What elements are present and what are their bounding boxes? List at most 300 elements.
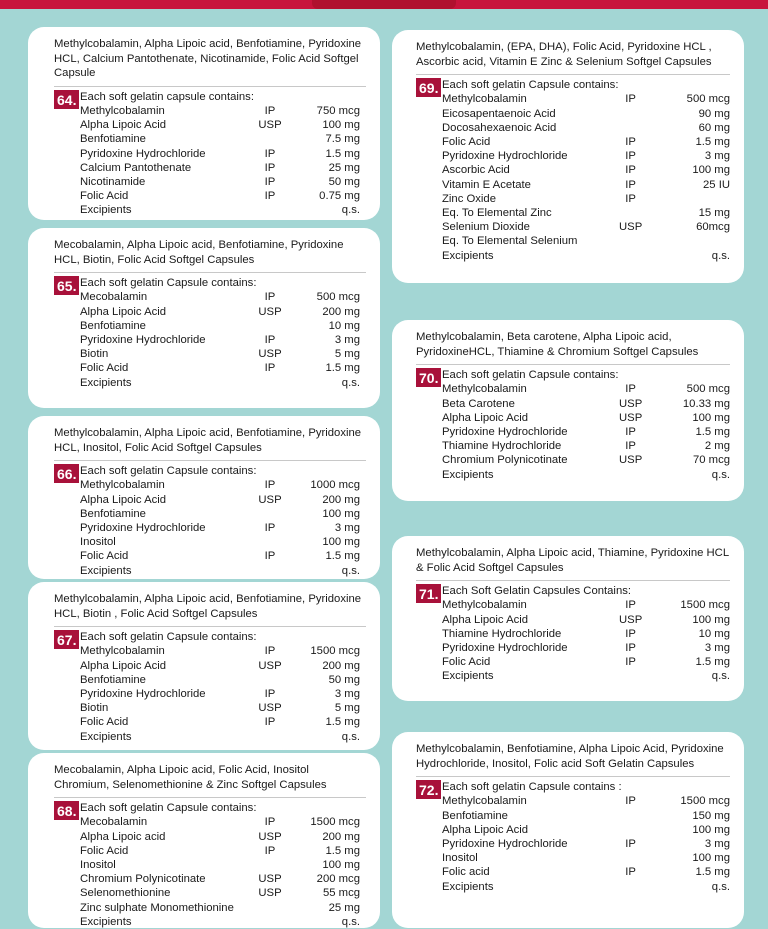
ingredient-quantity xyxy=(649,234,730,248)
ingredient-name: Alpha Lipoic Acid xyxy=(80,659,167,672)
ingredient-quantity: 60 mg xyxy=(698,121,730,134)
ingredient-name: Biotin xyxy=(80,702,109,715)
ingredient-name: Mecobalamin xyxy=(80,816,148,829)
ingredient-row xyxy=(80,132,366,146)
ingredient-row xyxy=(442,425,730,439)
ingredient-quantity: 1.5 mg xyxy=(325,147,360,160)
composition-heading: Each soft gelatin Capsule contains: xyxy=(80,631,257,644)
ingredient-row xyxy=(442,107,730,121)
product-number-badge: 66. xyxy=(54,464,79,483)
ingredient-quantity: 1500 mcg xyxy=(310,816,360,829)
ingredient-name: Inositol xyxy=(80,536,116,549)
ingredient-standard: IP xyxy=(625,426,636,438)
ingredient-row xyxy=(80,815,366,829)
ingredient-quantity: 100 mg xyxy=(692,164,730,177)
ingredient-row xyxy=(442,411,730,425)
ingredient-row xyxy=(442,121,730,135)
ingredient-quantity: 200 mcg xyxy=(316,873,360,886)
product-number-badge: 69. xyxy=(416,78,441,97)
ingredient-quantity: 100 mg xyxy=(322,536,360,549)
composition-block xyxy=(416,78,730,263)
ingredient-row xyxy=(80,521,366,535)
ingredient-name: Folic Acid xyxy=(80,844,129,857)
product-number-badge: 70. xyxy=(416,368,441,387)
ingredient-quantity: 1.5 mg xyxy=(695,866,730,879)
ingredient-quantity: q.s. xyxy=(341,376,360,389)
ingredient-standard: IP xyxy=(625,866,636,879)
ingredient-quantity: 200 mg xyxy=(322,493,360,506)
ingredient-standard: IP xyxy=(625,656,636,669)
product-title: Mecobalamin, Alpha Lipoic acid, Benfotiamine, Pyridoxine HCL, Biotin, Folic Acid Softgel Capsules xyxy=(54,238,366,273)
ingredient-quantity: 0.75 mg xyxy=(319,190,360,203)
product-title: Mecobalamin, Alpha Lipoic acid, Folic Acid, Inositol Chromium, Selenomethionine & Zinc Softgel Capsules xyxy=(54,763,366,798)
ingredient-row xyxy=(442,163,730,177)
ingredient-standard: IP xyxy=(264,291,276,304)
ingredient-name: Alpha Lipoic Acid xyxy=(80,119,167,132)
ingredient-name: Folic Acid xyxy=(80,550,129,563)
ingredient-name: Ascorbic Acid xyxy=(442,164,510,177)
ingredient-quantity xyxy=(649,192,730,206)
product-title: Methylcobalamin, Beta carotene, Alpha Lipoic acid, PyridoxineHCL, Thiamine & Chromium Softgel Capsules xyxy=(416,330,730,365)
ingredient-row xyxy=(80,659,366,673)
ingredient-name: Chromium Polynicotinate xyxy=(80,873,206,886)
ingredient-row xyxy=(442,809,730,823)
ingredient-row xyxy=(442,135,730,149)
ingredient-row xyxy=(442,234,730,248)
product-title: Methylcobalamin, (EPA, DHA), Folic Acid, Pyridoxine HCL , Ascorbic acid, Vitamin E Zinc & Selenium Softgel Capsules xyxy=(416,40,730,75)
ingredient-row xyxy=(442,655,730,669)
ingredient-list xyxy=(442,794,730,893)
composition-heading: Each Soft Gelatin Capsules Contains: xyxy=(442,585,632,598)
ingredient-name: Thiamine Hydrochloride xyxy=(442,627,562,640)
ingredient-quantity: 70 mcg xyxy=(692,454,730,467)
ingredient-row xyxy=(442,837,730,851)
ingredient-row xyxy=(80,361,366,375)
ingredient-quantity: 90 mg xyxy=(698,107,730,120)
ingredient-name: Methylcobalamin xyxy=(80,645,165,658)
ingredient-standard xyxy=(250,132,290,146)
ingredient-name: Eq. To Elemental Selenium xyxy=(442,235,578,248)
composition-block xyxy=(54,276,366,390)
ingredient-name: Excipients xyxy=(80,564,132,577)
ingredient-standard: IP xyxy=(264,522,276,534)
ingredient-standard: IP xyxy=(264,190,276,203)
ingredient-quantity: q.s. xyxy=(711,670,730,683)
ingredient-standard: IP xyxy=(264,147,276,160)
ingredient-list xyxy=(442,598,730,683)
ingredient-name: Alpha Lipoic acid xyxy=(80,830,166,843)
ingredient-row xyxy=(442,598,730,612)
product-title: Methylcobalamin, Alpha Lipoic acid, Benfotiamine, Pyridoxine HCL, Inositol, Folic Acid Softgel Capsules xyxy=(54,426,366,461)
ingredient-quantity: 1000 mcg xyxy=(310,479,360,492)
ingredient-row xyxy=(80,730,366,744)
ingredient-standard: IP xyxy=(625,192,636,205)
ingredient-quantity: 3 mg xyxy=(704,838,730,850)
ingredient-quantity: 200 mg xyxy=(322,305,360,318)
ingredient-name: Pyridoxine Hydrochloride xyxy=(442,838,568,850)
ingredient-row xyxy=(80,673,366,687)
ingredient-name: Alpha Lipoic Acid xyxy=(80,305,167,318)
ingredient-quantity: 5 mg xyxy=(334,348,360,361)
composition-heading: Each soft gelatin capsule contains: xyxy=(80,90,254,103)
ingredient-name: Inositol xyxy=(442,852,478,865)
composition-heading: Each soft gelatin Capsule contains: xyxy=(80,802,257,815)
ingredient-row xyxy=(80,290,366,304)
ingredient-row xyxy=(442,794,730,808)
ingredient-standard: IP xyxy=(625,599,636,612)
ingredient-name: Folic Acid xyxy=(442,656,491,669)
composition-block xyxy=(416,584,730,683)
ingredient-row xyxy=(80,104,366,118)
ingredient-row xyxy=(80,333,366,347)
ingredient-standard: IP xyxy=(264,844,276,857)
ingredient-quantity: 3 mg xyxy=(704,642,730,654)
ingredient-quantity: 1500 mcg xyxy=(310,645,360,658)
composition-block xyxy=(54,90,366,218)
ingredient-standard: USP xyxy=(619,613,643,626)
ingredient-quantity: 50 mg xyxy=(328,176,360,188)
product-title: Methylcobalamin, Alpha Lipoic acid, Thiamine, Pyridoxine HCL & Folic Acid Softgel Capsules xyxy=(416,546,730,581)
ingredient-name: Pyridoxine Hydrochloride xyxy=(80,334,206,346)
ingredient-quantity: 3 mg xyxy=(704,150,730,163)
ingredient-name: Excipients xyxy=(442,880,494,893)
ingredient-quantity: 100 mg xyxy=(692,613,730,626)
ingredient-standard: USP xyxy=(258,348,282,361)
ingredient-name: Selenium Dioxide xyxy=(442,221,530,234)
ingredient-name: Folic Acid xyxy=(80,716,129,729)
ingredient-quantity: 100 mg xyxy=(692,823,730,836)
ingredient-row xyxy=(442,149,730,163)
ingredient-name: Pyridoxine Hydrochloride xyxy=(442,426,568,438)
product-card xyxy=(392,732,744,928)
ingredient-standard xyxy=(612,121,649,135)
ingredient-list xyxy=(80,290,366,389)
ingredient-standard xyxy=(250,564,290,578)
product-number-badge: 71. xyxy=(416,584,441,603)
ingredient-row xyxy=(442,206,730,220)
ingredient-standard xyxy=(250,507,290,521)
ingredient-quantity: 1.5 mg xyxy=(325,844,360,857)
ingredient-name: Pyridoxine Hydrochloride xyxy=(80,688,206,700)
ingredient-row xyxy=(80,830,366,844)
product-card xyxy=(28,27,380,220)
ingredient-row xyxy=(80,347,366,361)
ingredient-row xyxy=(80,376,366,390)
ingredient-name: Beta Carotene xyxy=(442,397,515,410)
ingredient-standard xyxy=(250,535,290,549)
ingredient-name: Excipients xyxy=(80,915,132,928)
ingredient-name: Eicosapentaenoic Acid xyxy=(442,107,556,120)
ingredient-standard: IP xyxy=(625,93,636,106)
ingredient-quantity: 1.5 mg xyxy=(695,426,730,438)
ingredient-standard: IP xyxy=(264,334,276,346)
ingredient-row xyxy=(80,305,366,319)
ingredient-list xyxy=(80,815,366,929)
ingredient-row xyxy=(442,627,730,641)
ingredient-quantity: q.s. xyxy=(711,468,730,481)
ingredient-row xyxy=(442,249,730,263)
ingredient-name: Biotin xyxy=(80,348,109,361)
ingredient-quantity: 1.5 mg xyxy=(325,550,360,563)
product-number-badge: 65. xyxy=(54,276,79,295)
product-card xyxy=(392,30,744,283)
ingredient-row xyxy=(442,880,730,894)
ingredient-quantity: 10.33 mg xyxy=(682,397,730,410)
ingredient-standard xyxy=(250,319,290,333)
ingredient-name: Methylcobalamin xyxy=(442,383,527,396)
composition-block xyxy=(54,464,366,578)
ingredient-standard xyxy=(250,858,290,872)
ingredient-quantity: 3 mg xyxy=(334,688,360,700)
ingredient-quantity: 100 mg xyxy=(322,119,360,132)
product-card xyxy=(28,416,380,579)
product-number-badge: 72. xyxy=(416,780,441,799)
ingredient-standard: IP xyxy=(625,642,636,654)
ingredient-quantity: 100 mg xyxy=(322,859,360,871)
ingredient-row xyxy=(80,687,366,701)
ingredient-standard xyxy=(250,901,290,915)
ingredient-quantity: 50 mg xyxy=(328,673,360,686)
composition-block xyxy=(416,368,730,482)
ingredient-row xyxy=(80,319,366,333)
ingredient-row xyxy=(80,175,366,189)
ingredient-row xyxy=(80,507,366,521)
ingredient-standard: USP xyxy=(258,702,282,715)
ingredient-quantity: 10 mg xyxy=(328,319,360,332)
product-title: Methylcobalamin, Alpha Lipoic acid, Benfotiamine, Pyridoxine HCL, Biotin , Folic Acid Softgel Capsules xyxy=(54,592,366,627)
ingredient-standard: IP xyxy=(264,161,276,174)
ingredient-standard: IP xyxy=(625,795,636,808)
composition-block xyxy=(54,630,366,744)
ingredient-name: Docosahexaenoic Acid xyxy=(442,121,557,134)
ingredient-row xyxy=(80,493,366,507)
ingredient-name: Benfotiamine xyxy=(80,133,146,146)
ingredient-standard: IP xyxy=(264,645,276,658)
ingredient-row xyxy=(442,220,730,234)
ingredient-row xyxy=(80,715,366,729)
ingredient-standard: IP xyxy=(625,838,636,850)
ingredient-name: Excipients xyxy=(442,249,494,262)
ingredient-name: Thiamine Hydrochloride xyxy=(442,440,562,453)
ingredient-name: Excipients xyxy=(442,468,494,481)
ingredient-list xyxy=(442,92,730,262)
ingredient-standard xyxy=(612,206,649,220)
ingredient-standard: USP xyxy=(258,873,282,886)
ingredient-name: Folic Acid xyxy=(442,136,491,148)
ingredient-name: Eq. To Elemental Zinc xyxy=(442,207,552,220)
ingredient-standard: USP xyxy=(619,411,643,424)
ingredient-quantity: 1.5 mg xyxy=(325,716,360,729)
composition-block xyxy=(54,801,366,929)
ingredient-quantity: q.s. xyxy=(711,249,730,262)
ingredient-quantity: 100 mg xyxy=(322,507,360,520)
ingredient-standard xyxy=(250,673,290,687)
ingredient-list xyxy=(80,104,366,218)
ingredient-row xyxy=(442,851,730,865)
ingredient-quantity: q.s. xyxy=(341,730,360,743)
ingredient-row xyxy=(80,886,366,900)
ingredient-standard: USP xyxy=(258,119,282,132)
ingredient-standard xyxy=(612,107,649,121)
ingredient-row xyxy=(80,872,366,886)
ingredient-name: Methylcobalamin xyxy=(80,479,165,492)
ingredient-standard: IP xyxy=(264,479,276,492)
ingredient-standard xyxy=(250,376,290,390)
ingredient-standard: IP xyxy=(264,176,276,188)
product-card xyxy=(28,228,380,408)
ingredient-quantity: q.s. xyxy=(341,564,360,577)
ingredient-standard: IP xyxy=(625,150,636,163)
ingredient-quantity: 1.5 mg xyxy=(695,656,730,669)
ingredient-row xyxy=(80,161,366,175)
ingredient-name: Alpha Lipoic Acid xyxy=(442,613,529,626)
ingredient-row xyxy=(80,118,366,132)
ingredient-name: Vitamin E Acetate xyxy=(442,178,531,191)
ingredient-quantity: 7.5 mg xyxy=(325,133,360,146)
ingredient-row xyxy=(442,382,730,396)
ingredient-name: Selenomethionine xyxy=(80,887,171,900)
ingredient-quantity: 25 IU xyxy=(702,178,730,191)
ingredient-standard xyxy=(612,851,649,865)
ingredient-quantity: 100 mg xyxy=(692,852,730,865)
ingredient-row xyxy=(442,178,730,192)
composition-block xyxy=(416,780,730,894)
ingredient-list xyxy=(80,478,366,577)
ingredient-standard: IP xyxy=(264,716,276,729)
product-card xyxy=(392,536,744,701)
ingredient-quantity: q.s. xyxy=(711,880,730,893)
ingredient-row xyxy=(442,439,730,453)
ingredient-row xyxy=(442,192,730,206)
ingredient-quantity: 200 mg xyxy=(322,659,360,672)
ingredient-standard xyxy=(612,823,649,837)
ingredient-row xyxy=(80,549,366,563)
ingredient-standard xyxy=(612,468,649,482)
composition-heading: Each soft gelatin Capsule contains: xyxy=(80,277,257,290)
ingredient-quantity: 60mcg xyxy=(696,221,730,234)
ingredient-standard: IP xyxy=(625,136,636,148)
ingredient-standard: IP xyxy=(625,178,636,191)
ingredient-row xyxy=(80,478,366,492)
ingredient-standard xyxy=(612,669,649,683)
ingredient-name: Alpha Lipoic Acid xyxy=(442,823,529,836)
ingredient-standard: USP xyxy=(258,305,282,318)
ingredient-name: Chromium Polynicotinate xyxy=(442,454,568,467)
ingredient-name: Excipients xyxy=(80,730,132,743)
ingredient-name: Benfotiamine xyxy=(442,809,508,822)
ingredient-name: Inositol xyxy=(80,859,116,871)
ingredient-quantity: q.s. xyxy=(341,204,360,217)
ingredient-name: Methylcobalamin xyxy=(442,795,527,808)
ingredient-row xyxy=(80,203,366,217)
ingredient-row xyxy=(442,453,730,467)
ingredient-quantity: 55 mcg xyxy=(322,887,360,900)
ingredient-list xyxy=(80,644,366,743)
product-card xyxy=(28,582,380,750)
ingredient-standard: IP xyxy=(625,627,636,640)
ingredient-quantity: 1500 mcg xyxy=(680,599,730,612)
product-title: Methylcobalamin, Benfotiamine, Alpha Lipoic Acid, Pyridoxine Hydrochloride, Inositol, Folic acid Soft Gelatin Capsules xyxy=(416,742,730,777)
ingredient-quantity: 2 mg xyxy=(704,440,730,453)
ingredient-name: Excipients xyxy=(80,204,132,217)
ingredient-standard: IP xyxy=(264,688,276,700)
ingredient-row xyxy=(80,189,366,203)
ingredient-name: Zinc sulphate Monomethionine xyxy=(80,901,234,914)
ingredient-row xyxy=(80,644,366,658)
ingredient-row xyxy=(442,865,730,879)
ingredient-quantity: 3 mg xyxy=(334,334,360,346)
header-tab xyxy=(312,0,456,9)
ingredient-quantity: 500 mcg xyxy=(686,383,730,396)
ingredient-standard xyxy=(612,234,649,248)
ingredient-standard: IP xyxy=(625,383,636,396)
ingredient-name: Benfotiamine xyxy=(80,507,146,520)
ingredient-quantity: 500 mcg xyxy=(316,291,360,304)
ingredient-name: Methylcobalamin xyxy=(80,104,165,117)
ingredient-row xyxy=(80,858,366,872)
composition-heading: Each soft gelatin Capsule contains: xyxy=(442,369,619,382)
ingredient-quantity: q.s. xyxy=(341,915,360,928)
ingredient-standard: USP xyxy=(258,830,282,843)
ingredient-row xyxy=(442,823,730,837)
ingredient-quantity: 15 mg xyxy=(698,207,730,220)
ingredient-row xyxy=(80,535,366,549)
ingredient-row xyxy=(442,641,730,655)
ingredient-quantity: 10 mg xyxy=(698,627,730,640)
ingredient-name: Folic Acid xyxy=(80,190,129,203)
product-card xyxy=(392,320,744,501)
ingredient-standard: IP xyxy=(625,440,636,453)
ingredient-standard: IP xyxy=(264,816,276,829)
ingredient-row xyxy=(442,397,730,411)
ingredient-name: Zinc Oxide xyxy=(442,192,496,205)
ingredient-standard: IP xyxy=(625,164,636,177)
ingredient-name: Folic acid xyxy=(442,866,490,879)
product-number-badge: 67. xyxy=(54,630,79,649)
ingredient-standard xyxy=(612,249,649,263)
ingredient-quantity: 1.5 mg xyxy=(695,136,730,148)
product-number-badge: 68. xyxy=(54,801,79,820)
composition-heading: Each soft gelatin Capsule contains: xyxy=(442,79,619,92)
ingredient-quantity: 200 mg xyxy=(322,830,360,843)
ingredient-row xyxy=(80,701,366,715)
ingredient-standard xyxy=(612,809,649,823)
ingredient-quantity: 100 mg xyxy=(692,411,730,424)
ingredient-standard: USP xyxy=(619,221,643,234)
ingredient-quantity: 1500 mcg xyxy=(680,795,730,808)
ingredient-name: Alpha Lipoic Acid xyxy=(80,493,167,506)
ingredient-name: Mecobalamin xyxy=(80,291,148,304)
ingredient-standard xyxy=(250,203,290,217)
ingredient-name: Nicotinamide xyxy=(80,176,146,188)
ingredient-standard xyxy=(250,730,290,744)
product-card xyxy=(28,753,380,928)
ingredient-standard: USP xyxy=(619,397,643,410)
ingredient-row xyxy=(80,147,366,161)
ingredient-name: Benfotiamine xyxy=(80,319,146,332)
ingredient-quantity: 150 mg xyxy=(692,809,730,822)
ingredient-name: Benfotiamine xyxy=(80,673,146,686)
ingredient-quantity: 5 mg xyxy=(334,702,360,715)
ingredient-name: Methylcobalamin xyxy=(442,599,527,612)
ingredient-name: Pyridoxine Hydrochloride xyxy=(80,522,206,534)
ingredient-row xyxy=(80,844,366,858)
ingredient-quantity: 3 mg xyxy=(334,522,360,534)
ingredient-name: Excipients xyxy=(80,376,132,389)
ingredient-row xyxy=(442,669,730,683)
product-number-badge: 64. xyxy=(54,90,79,109)
ingredient-list xyxy=(442,382,730,481)
